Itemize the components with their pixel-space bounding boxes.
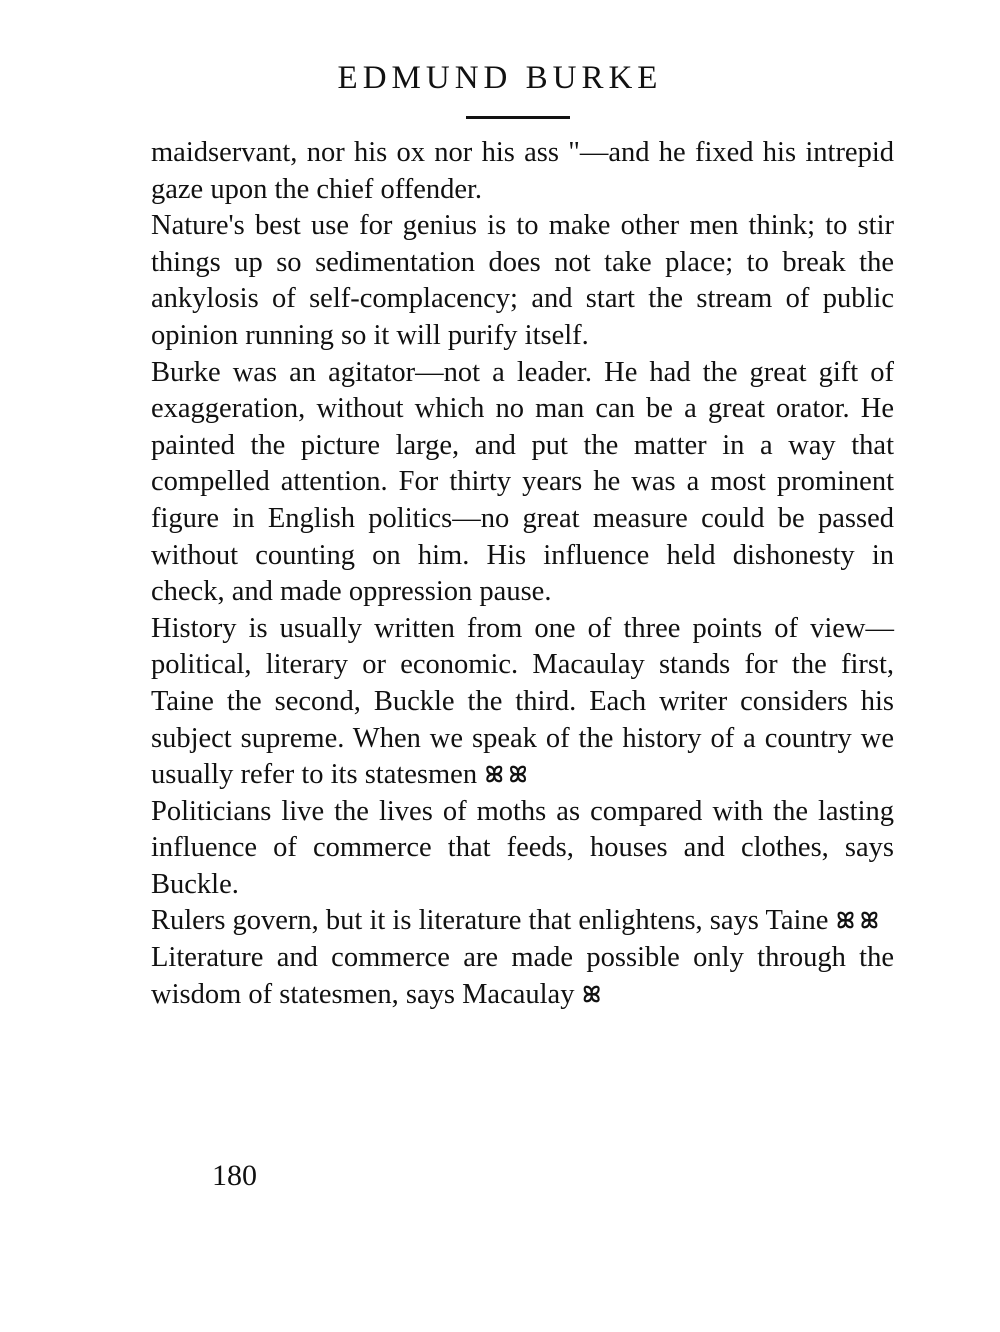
ornament-icon: ꕤ ꕤ [836,908,879,934]
paragraph [151,611,894,794]
paragraph [151,135,894,208]
running-head: EDMUND BURKE [337,60,663,96]
paragraph [151,903,894,940]
paragraph-text: Rulers govern, but it is literature that enlightens, says Taine [151,905,829,937]
paragraph-text: Burke was an agitator—not a leader. He had the great gift of exaggeration, without which no man can be a great orator. He painted the picture large, and put the matter in a way that compelled attention. For thirty years he was a most prominent figure in English politics—no great measure could be passed without counting on him. His influence held dishonesty in check, and made oppression pause. [151,356,894,608]
paragraph [151,208,894,354]
ornament-icon: ꕤ [582,981,601,1007]
paragraph-text: Nature's best use for genius is to make other men think; to stir things up so sedimentation does not take place; to break the ankylosis of self-complacency; and start the stream of public opinion running so it will purify itself. [151,210,894,351]
paragraph [151,794,894,904]
paragraph-text: maidservant, nor his ox nor his ass "—and he fixed his intrepid gaze upon the chief offender. [151,137,894,205]
body-text [151,135,894,1013]
paragraph-text: History is usually written from one of three points of view—political, literary or economic. Macaulay stands for the first, Taine the second, Buckle the third. Each writer considers his subject supreme. When we speak of the history of a country we usually refer to its statesmen [151,612,894,791]
paragraph [151,355,894,611]
paragraph-text: Politicians live the lives of moths as compared with the lasting influence of commerce that feeds, houses and clothes, says Buckle. [151,795,894,900]
ornament-icon: ꕤ ꕤ [485,762,528,788]
page-number: 180 [212,1159,257,1192]
paragraph-text: Literature and commerce are made possible only through the wisdom of statesmen, says Macaulay [151,942,894,1010]
paragraph [151,940,894,1013]
header-rule [466,116,570,119]
